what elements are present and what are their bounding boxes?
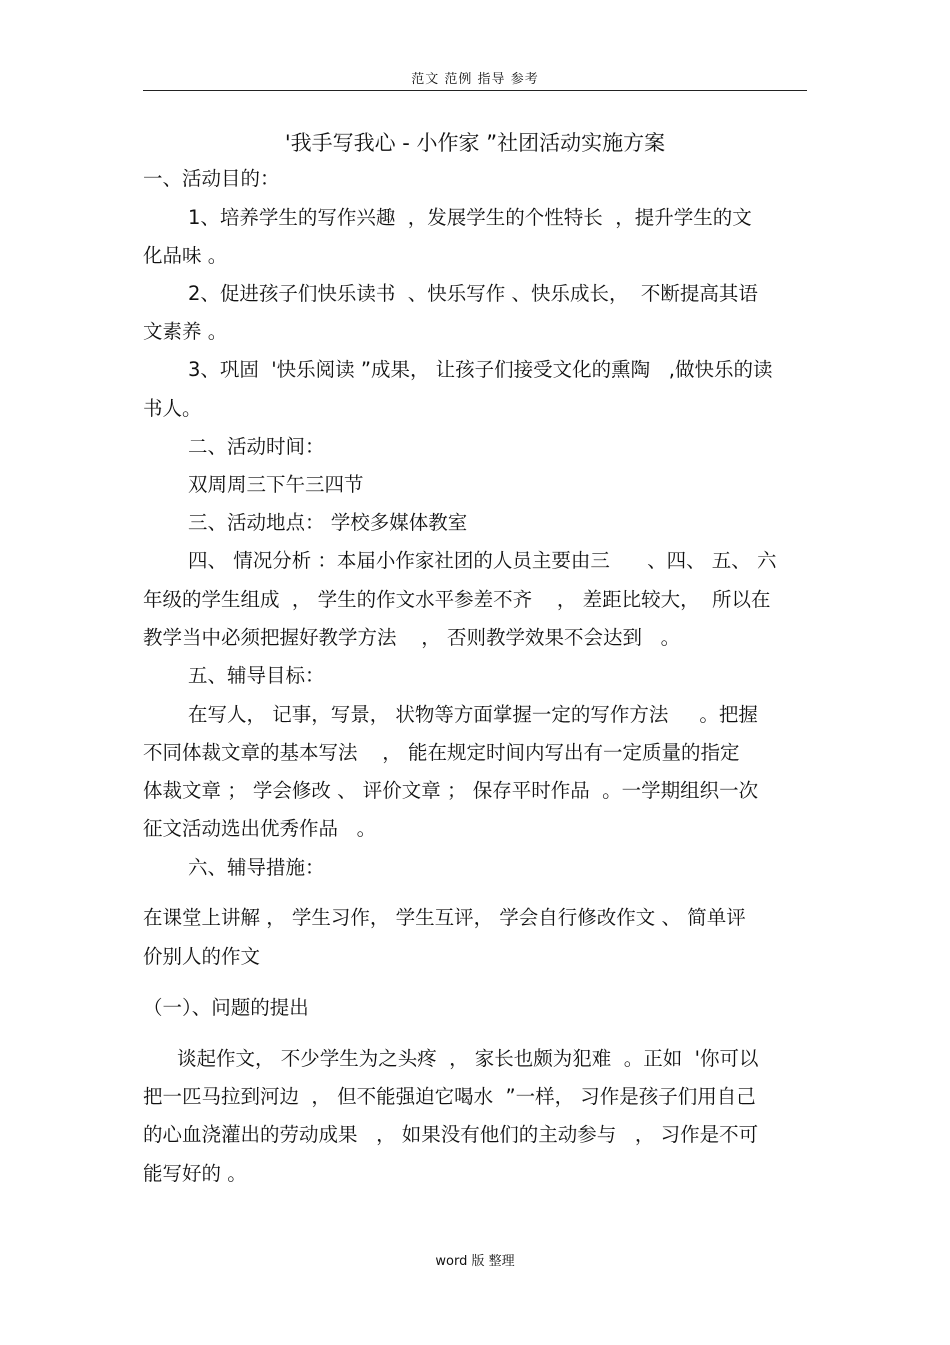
paragraph-line: 不同体裁文章的基本写法 ， 能在规定时间内写出有一定质量的指定 <box>143 741 740 764</box>
document-title: '我手写我心 - 小作家 ”社团活动实施方案 <box>284 131 666 155</box>
paragraph-line: 在课堂上讲解 ， 学生习作， 学生互评， 学会自行修改作文 、 简单评 <box>143 906 746 929</box>
paragraph-line: 体裁文章 ； 学会修改 、 评价文章 ； 保存平时作品 。一学期组织一次 <box>143 779 759 802</box>
paragraph-line: 能写好的 。 <box>143 1162 247 1185</box>
paragraph-line: 化品味 。 <box>143 244 228 267</box>
paragraph-line: 3、巩固 '快乐阅读 ”成果， 让孩子们接受文化的熏陶 ,做快乐的读 <box>188 358 773 381</box>
subsection-heading: （一）、问题的提出 <box>143 996 309 1019</box>
paragraph-line: 把一匹马拉到河边 ， 但不能强迫它喝水 ”一样， 习作是孩子们用自己 <box>143 1085 756 1108</box>
paragraph-line: 文素养 。 <box>143 320 228 343</box>
paragraph-line: 价别人的作文 <box>143 945 261 968</box>
section-heading-measures: 六、辅导措施： <box>188 856 325 879</box>
paragraph-line: 2、促进孩子们快乐读书 、快乐写作 、快乐成长， 不断提高其语 <box>188 282 758 305</box>
paragraph-line: 在写人， 记事，写景， 状物等方面掌握一定的写作方法 。把握 <box>188 703 758 726</box>
section-heading-goals: 五、辅导目标： <box>188 664 325 687</box>
paragraph-line: 的心血浇灌出的劳动成果 ， 如果没有他们的主动参与 ， 习作是不可 <box>143 1123 759 1146</box>
header-rule <box>143 90 807 91</box>
paragraph-line: 教学当中必须把握好教学方法 ， 否则教学效果不会达到 。 <box>143 626 681 649</box>
page-footer: word 版 整理 <box>435 1254 515 1269</box>
paragraph-line: 谈起作文， 不少学生为之头疼 ， 家长也颇为犯难 。正如 '你可以 <box>177 1047 759 1070</box>
paragraph-line: 书人。 <box>143 397 202 420</box>
paragraph-line: 年级的学生组成 ， 学生的作文水平参差不齐 ， 差距比较大， 所以在 <box>143 588 771 611</box>
paragraph-line: 双周周三下午三四节 <box>188 473 364 496</box>
section-heading-time: 二、活动时间： <box>188 435 325 458</box>
section-heading-location: 三、活动地点： 学校多媒体教室 <box>188 511 468 534</box>
paragraph-line: 征文活动选出优秀作品 。 <box>143 817 377 840</box>
page-header: 范文 范例 指导 参考 <box>411 72 539 87</box>
paragraph-line: 1、培养学生的写作兴趣 ，发展学生的个性特长 ，提升学生的文 <box>188 206 752 229</box>
section-heading-analysis: 四、 情况分析 ：本届小作家社团的人员主要由三 、四、 五、 六 <box>188 549 777 572</box>
section-heading-purpose: 一、活动目的： <box>143 167 280 190</box>
